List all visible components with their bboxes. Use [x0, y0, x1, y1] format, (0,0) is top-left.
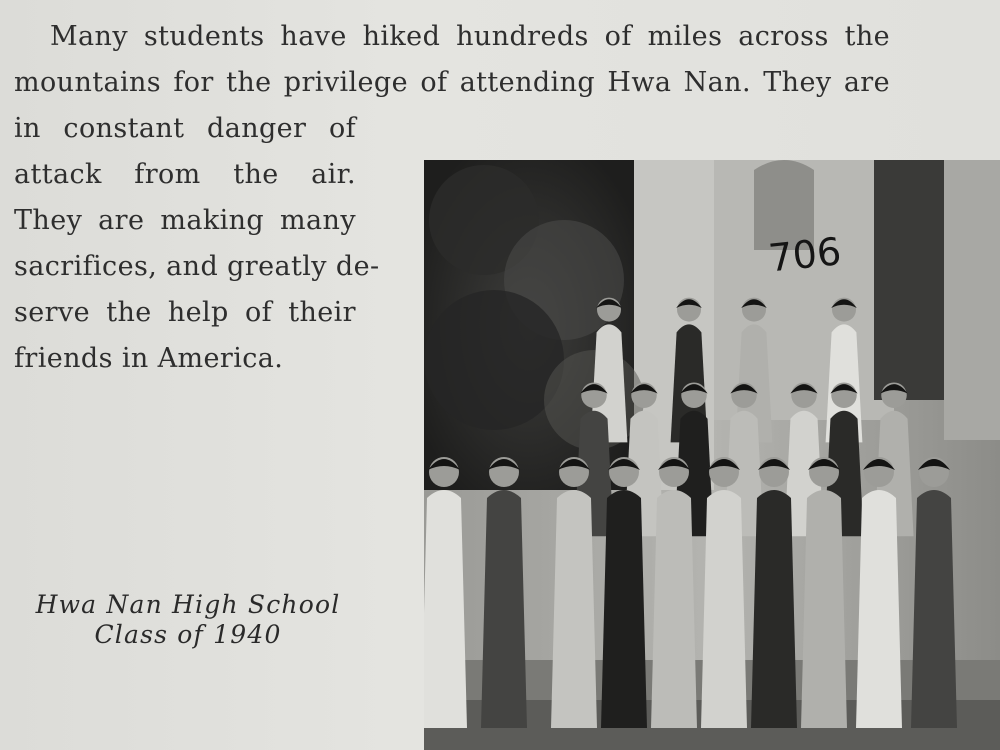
student-figure [701, 490, 747, 728]
paragraph-line-6: sacrifices, and greatly de- [14, 251, 380, 282]
paragraph-line-1: Many students have hiked hundreds of miles across the [50, 21, 890, 52]
student-figure [551, 490, 597, 728]
student-figure [751, 490, 797, 728]
student-figure [424, 490, 467, 728]
paragraph-line-3: in constant danger of [14, 113, 356, 144]
paragraph-line-2: mountains for the privilege of attending Hwa Nan. They are [14, 67, 890, 98]
class-photo [424, 160, 1000, 750]
student-figure [856, 490, 902, 728]
paragraph-line-5: They are making many [14, 205, 356, 236]
paragraph-line-7: serve the help of their [14, 297, 356, 328]
student-figure [801, 490, 847, 728]
student-figure [601, 490, 647, 728]
photo-handwritten-number: 706 [766, 229, 844, 281]
paragraph-line-4: attack from the air. [14, 159, 356, 190]
photo-caption-title: Hwa Nan High School [35, 590, 341, 619]
photo-caption-class: Class of 1940 [94, 620, 282, 649]
student-figure [481, 490, 527, 728]
student-figure [911, 490, 957, 728]
student-figure [651, 490, 697, 728]
paragraph-line-8: friends in America. [14, 343, 284, 374]
